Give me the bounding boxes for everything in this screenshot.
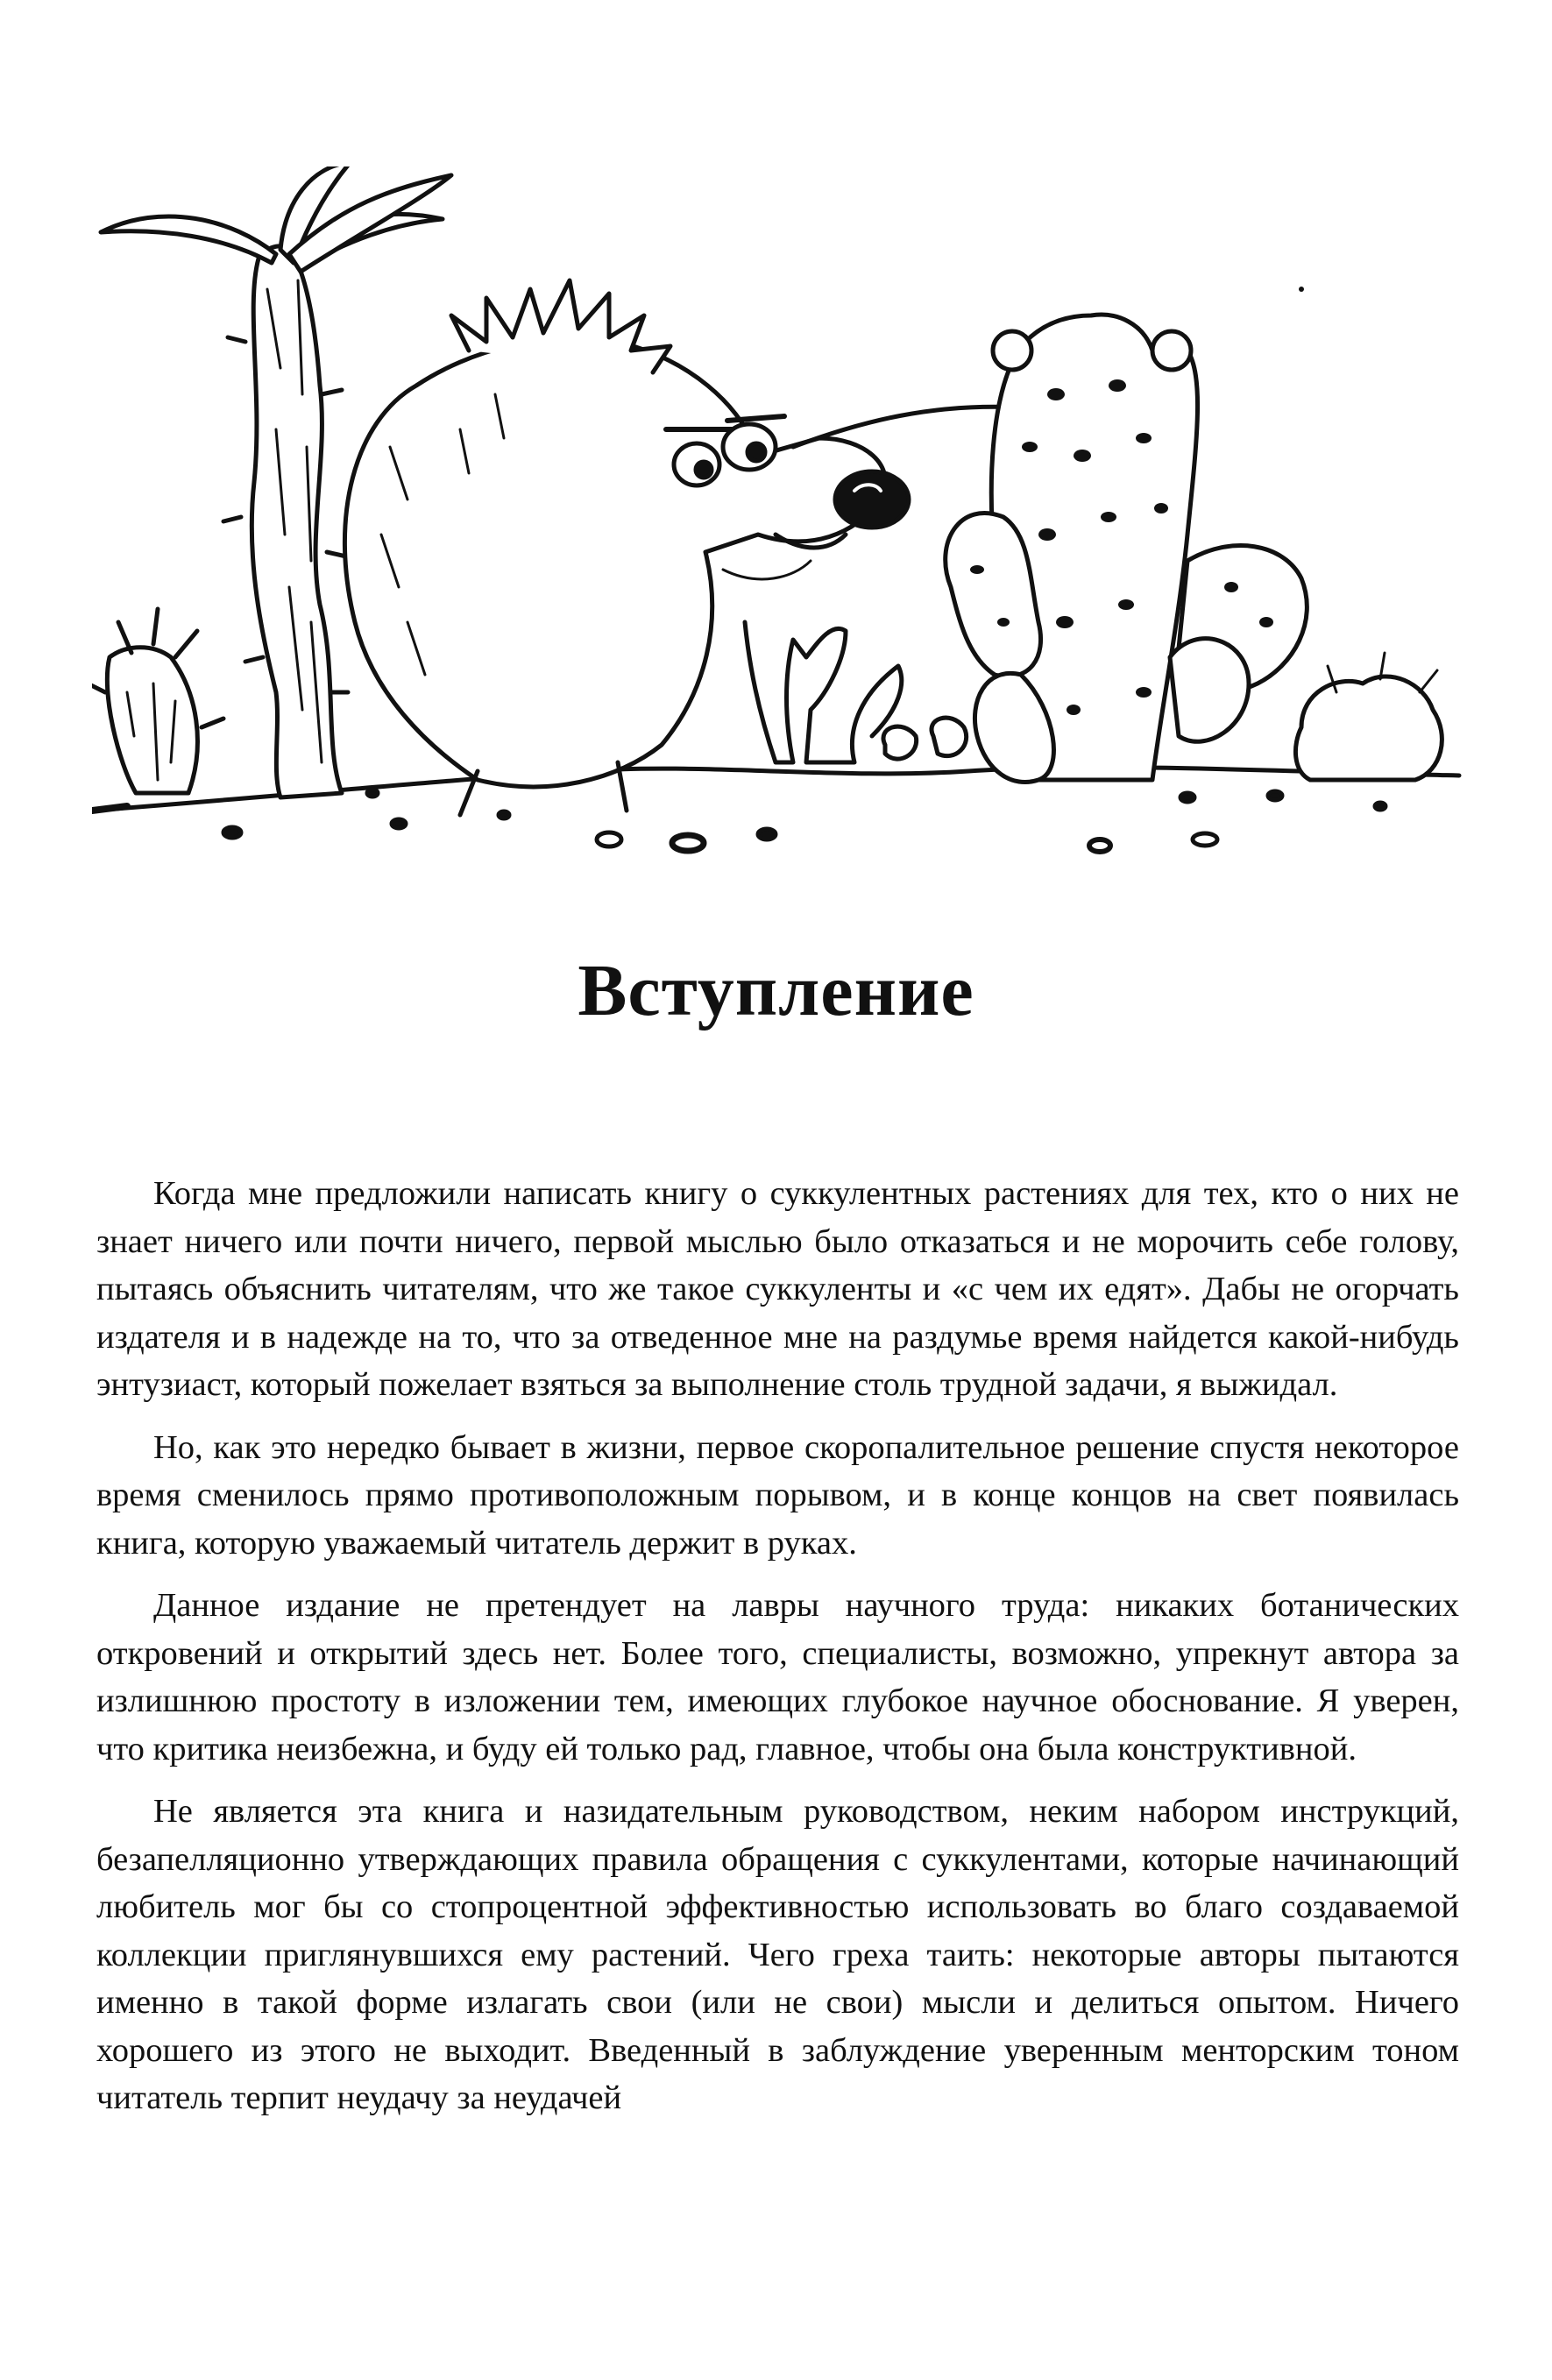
paragraph: Данное издание не претендует на лавры научного труда: никаких ботанических откровений и открытий здесь нет. Более того, специалисты, возможно, упрекнут автора за излишнюю простоту в изложении тем, имеющих глубокое научное обоснование. Я уверен, что критика неизбежна, и буду ей только рад, главное, чтобы она была конструктивной. — [96, 1587, 1459, 1767]
chapter-title: Вступление — [578, 950, 974, 1031]
header-illustration — [92, 166, 1463, 868]
paragraph: Но, как это нередко бывает в жизни, первое скоропалительное решение спустя некоторое время сменилось прямо противоположным порывом, и в конце концов на свет появилась книга, которую уважаемый читатель держит в руках. — [96, 1428, 1459, 1562]
body-text — [96, 1170, 1459, 2137]
cartoon-illustration-icon — [92, 166, 1463, 868]
paragraph: Когда мне предложили написать книгу о суккулентных растениях для тех, кто о них не знает ничего или почти ничего, первой мыслью было отказаться и не морочить себе голову, пытаясь объяснить читателям, что же такое суккуленты и «с чем их едят». Дабы не огорчать издателя и в надежде на то, что за отведенное мне на раздумье время найдется какой-нибудь энтузиаст, который пожелает взяться за выполнение столь трудной задачи, я выжидал. — [96, 1175, 1459, 1403]
paragraph: Не является эта книга и назидательным руководством, неким набором инструкций, безапелляционно утверждающих правила обращения с суккулентами, которые начинающий любитель мог бы со стопроцентной эффективностью использовать во благо создаваемой коллекции приглянувшихся ему растений. Чего греха таить: некоторые авторы пытаются именно в такой форме излагать свои (или не свои) мысли и делиться опытом. Ничего хорошего из этого не выходит. Введенный в заблуждение уверенным менторским тоном читатель терпит неудачу за неудачей — [96, 1793, 1459, 2116]
